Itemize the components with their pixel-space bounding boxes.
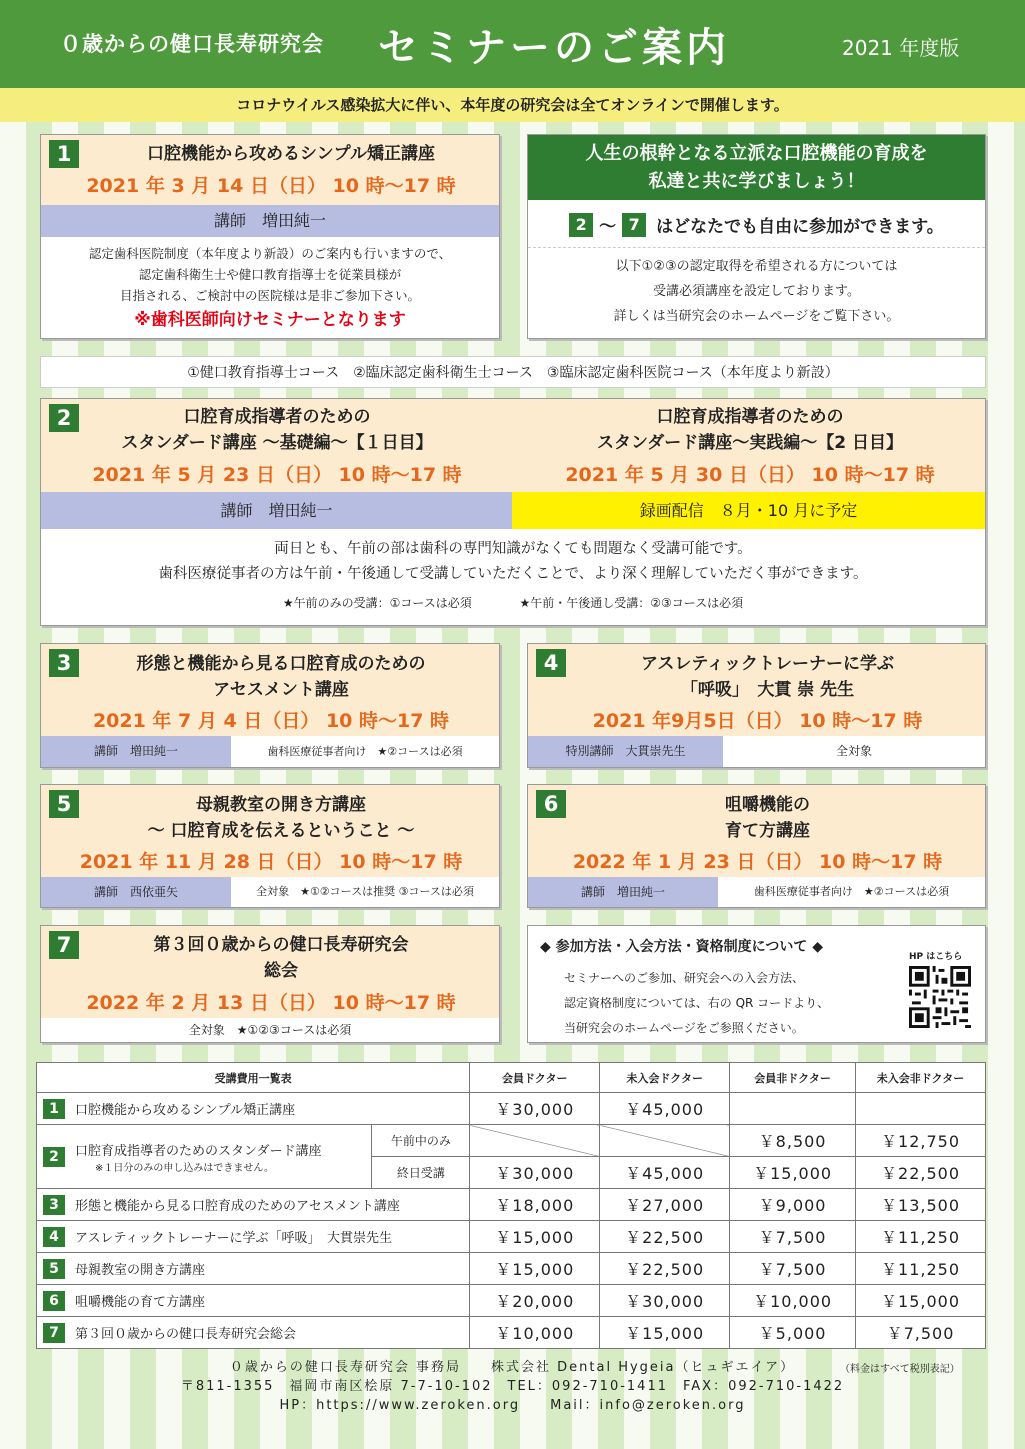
course-note: ★午前・午後通し受講：②③コースは必須 [519,596,744,610]
footer-contact: HP：https://www.zeroken.org Mail：info@zeroken.org [279,1398,746,1413]
intro-line: 詳しくは当研究会のホームページをご覧下さい。 [613,309,900,324]
recording-notice: 録画配信 ８月・10 月に予定 [512,492,985,529]
price-cell: ￥7,500 [730,1253,856,1285]
seminar-instructor: 特別講師 大貫崇先生 [528,736,723,767]
seminar-target: 全対象 [835,744,872,758]
footer-office: ０歳からの健口長寿研究会 事務局 株式会社 Dental Hygeia（ヒュギエイア） [229,1360,796,1375]
seminar-title: アスレティックトレーナーに学ぶ [641,654,894,674]
seminar-desc: 認定歯科衛生士や健口教育指導士を従業員様が [138,267,402,282]
price-cell: ￥15,000 [470,1253,600,1285]
seminar-title: 母親教室の開き方講座 [196,795,366,815]
price-cell: ￥45,000 [600,1157,730,1189]
seminar-3-card [40,643,500,768]
row-name: 咀嚼機能の育て方講座 [75,1295,206,1310]
seminar-target: 歯科医療従事者向け ★②コースは必須 [753,885,950,898]
row-name: 口腔機能から攻めるシンプル矯正講座 [75,1103,296,1118]
seminar-6-card [527,784,986,908]
price-cell: ￥11,250 [856,1253,986,1285]
row-name: 口腔育成指導者のためのスタンダード講座 [75,1143,322,1159]
session-label: 終日受講 [372,1157,470,1189]
price-cell: ￥30,000 [470,1157,600,1189]
seminar-number: 6 [536,790,566,818]
seminar-1-card [40,134,500,339]
hp-label: HP はこちら [909,952,963,962]
seminar-target: 全対象 ★①②③コースは必須 [188,1023,352,1037]
organization-name: ０歳からの健口長寿研究会 [60,32,324,56]
price-cell: ￥9,000 [730,1189,856,1221]
seminar-title: 咀嚼機能の [725,795,810,815]
join-info-card [527,925,986,1043]
row-number: 5 [43,1259,65,1279]
tax-note: （料金はすべて税別表記） [840,1364,960,1375]
qr-code-icon[interactable] [909,966,971,1028]
row-number: 3 [43,1195,65,1215]
seminar-title: アセスメント講座 [213,680,349,700]
price-cell [730,1093,856,1125]
table-row [37,1189,986,1221]
page-title: セミナーのご案内 [378,25,730,71]
intro-line: 以下①②③の認定取得を希望される方については [615,259,898,274]
fee-table-header: 会員ドクター [470,1063,600,1093]
table-row [37,1093,986,1125]
seminar-instructor: 講師 増田純一 [528,877,718,907]
seminar-title: 育て方講座 [725,821,810,841]
certification-courses-bar: ①健口教育指導士コース ②臨床認定歯科衛生士コース ③臨床認定歯科医院コース（本年度より新設） [40,356,986,388]
fee-table [36,1062,986,1349]
intro-heading: 私達と共に学びましょう！ [648,171,865,192]
price-cell: ￥22,500 [856,1157,986,1189]
seminar-instructor: 講師 西依亜矢 [41,877,231,907]
price-cell: ￥15,000 [600,1317,730,1349]
price-cell: ￥10,000 [470,1317,600,1349]
seminar-instructor: 講師 増田純一 [41,492,512,529]
range-start-badge: 2 [569,213,593,237]
intro-line: 受講必須講座を設定しております。 [653,284,860,299]
table-row [37,1125,986,1157]
price-cell: ￥30,000 [600,1285,730,1317]
seminar-date: 2021 年 3 月 14 日（日） 10 時～17 時 [86,175,456,197]
seminar-4-card [527,643,986,768]
seminar-2-card [40,398,986,626]
seminar-date: 2021 年 7 月 4 日（日） 10 時～17 時 [92,710,450,732]
seminar-title: 形態と機能から見る口腔育成のための [136,654,426,674]
seminar-5-card [40,784,500,908]
table-row [37,1221,986,1253]
join-info-line: セミナーへのご参加、研究会への入会方法、 [564,971,805,985]
seminar-number: 4 [536,649,566,677]
fee-table-header: 未入会ドクター [600,1063,730,1093]
join-info-title: ◆ 参加方法・入会方法・資格制度について ◆ [540,939,824,955]
table-row [37,1317,986,1349]
price-cell: ￥15,000 [856,1285,986,1317]
fee-table-header: 受講費用一覧表 [37,1063,470,1093]
seminar-number: 2 [49,404,79,432]
row-number: 6 [43,1291,65,1311]
row-name: 第３回０歳からの健口長寿研究会総会 [75,1327,297,1342]
price-cell: ￥5,000 [730,1317,856,1349]
table-row [37,1253,986,1285]
course-note: ★午前のみの受講：①コースは必須 [282,596,472,610]
price-cell: ￥10,000 [730,1285,856,1317]
seminar-title: 口腔機能から攻めるシンプル矯正講座 [147,144,435,164]
price-cell: ￥7,500 [730,1221,856,1253]
row-number: 1 [43,1099,65,1119]
free-participation-text: はどなたでも自由に参加ができます。 [656,217,944,237]
row-number: 4 [43,1227,65,1247]
seminar-desc: 両日とも、午前の部は歯科の専門知識がなくても問題なく受講可能です。 [274,541,752,557]
seminar-title: 総会 [264,961,298,981]
range-tilde: ～ [599,217,617,237]
price-cell: ￥15,000 [470,1221,600,1253]
seminar-date: 2021 年 5 月 23 日（日） 10 時～17 時 [92,464,462,486]
seminar-date: 2021 年 11 月 28 日（日） 10 時～17 時 [79,851,463,873]
session-label: 午前中のみ [372,1125,470,1157]
seminar-title: 第３回０歳からの健口長寿研究会 [153,935,409,955]
price-cell: ￥18,000 [470,1189,600,1221]
seminar-title: ～ 口腔育成を伝えるということ ～ [147,821,415,841]
price-cell: ￥30,000 [470,1093,600,1125]
row-note: ※１日分のみの申し込みはできません。 [95,1162,274,1174]
price-cell [600,1125,730,1157]
seminar-target: 歯科医療従事者向け ★②コースは必須 [267,745,463,758]
price-cell: ￥13,500 [856,1189,986,1221]
seminar-title: 口腔育成指導者のための [183,407,371,427]
seminar-desc: 歯科医療従事者の方は午前・午後通して受講していただくことで、より深く理解していただく事ができます。 [158,566,868,582]
edition-label: 2021 年度版 [842,36,960,60]
price-cell: ￥45,000 [600,1093,730,1125]
footer-address: 〒811-1355 福岡市南区桧原 7-7-10-102 TEL：092-710-1411 FAX：092-710-1422 [180,1379,845,1394]
row-name: 形態と機能から見る口腔育成のためのアセスメント講座 [75,1199,400,1214]
row-name: 母親教室の開き方講座 [75,1263,206,1278]
intro-card [527,134,986,339]
seminar-title: スタンダード講座 ～基礎編～【１日目】 [121,433,433,453]
seminar-title: 口腔育成指導者のための [656,407,844,427]
seminar-date: 2022 年 1 月 23 日（日） 10 時～17 時 [572,851,943,873]
seminar-date: 2021 年 5 月 30 日（日） 10 時～17 時 [565,464,935,486]
price-cell: ￥27,000 [600,1189,730,1221]
dentist-only-warning: ※歯科医師向けセミナーとなります [134,310,406,330]
seminar-number: 3 [49,649,79,677]
seminar-target: 全対象 ★①②コースは推奨 ③コースは必須 [256,885,474,898]
seminar-number: 5 [49,790,79,818]
price-cell [856,1093,986,1125]
seminar-instructor: 講師 増田純一 [41,205,499,237]
seminar-7-card [40,925,500,1043]
fee-table-header: 会員非ドクター [730,1063,856,1093]
online-notice: コロナウイルス感染拡大に伴い、本年度の研究会は全てオンラインで開催します。 [0,88,1025,122]
price-cell: ￥20,000 [470,1285,600,1317]
seminar-title: 「呼吸」 大貫 崇 先生 [680,680,855,700]
seminar-date: 2022 年 2 月 13 日（日） 10 時～17 時 [86,992,456,1014]
seminar-date: 2021 年9月5日（日） 10 時～17 時 [592,710,923,732]
price-cell: ￥8,500 [730,1125,856,1157]
intro-heading: 人生の根幹となる立派な口腔機能の育成を [585,143,928,164]
range-end-badge: 7 [622,213,646,237]
row-number: 2 [43,1147,65,1167]
table-row [37,1285,986,1317]
header-banner [0,0,1025,88]
price-cell: ￥22,500 [600,1253,730,1285]
price-cell: ￥7,500 [856,1317,986,1349]
seminar-desc: 認定歯科医院制度（本年度より新設）のご案内も行いますので、 [88,246,452,261]
row-name: アスレティックトレーナーに学ぶ「呼吸」 大貫崇先生 [75,1231,392,1246]
seminar-instructor: 講師 増田純一 [41,736,231,767]
price-cell: ￥22,500 [600,1221,730,1253]
row-number: 7 [43,1323,65,1343]
join-info-line: 当研究会のホームページをご参照ください。 [564,1021,804,1035]
join-info-line: 認定資格制度については、右の QR コードより、 [564,996,830,1010]
seminar-number: 1 [49,140,79,168]
seminar-number: 7 [49,931,79,959]
seminar-desc: 目指される、ご検討中の医院様は是非ご参加下さい。 [119,288,420,303]
price-cell: ￥15,000 [730,1157,856,1189]
fee-table-header: 未入会非ドクター [856,1063,986,1093]
price-cell [470,1125,600,1157]
price-cell: ￥11,250 [856,1221,986,1253]
price-cell: ￥12,750 [856,1125,986,1157]
seminar-title: スタンダード講座～実践編～【2 日目】 [596,433,904,453]
